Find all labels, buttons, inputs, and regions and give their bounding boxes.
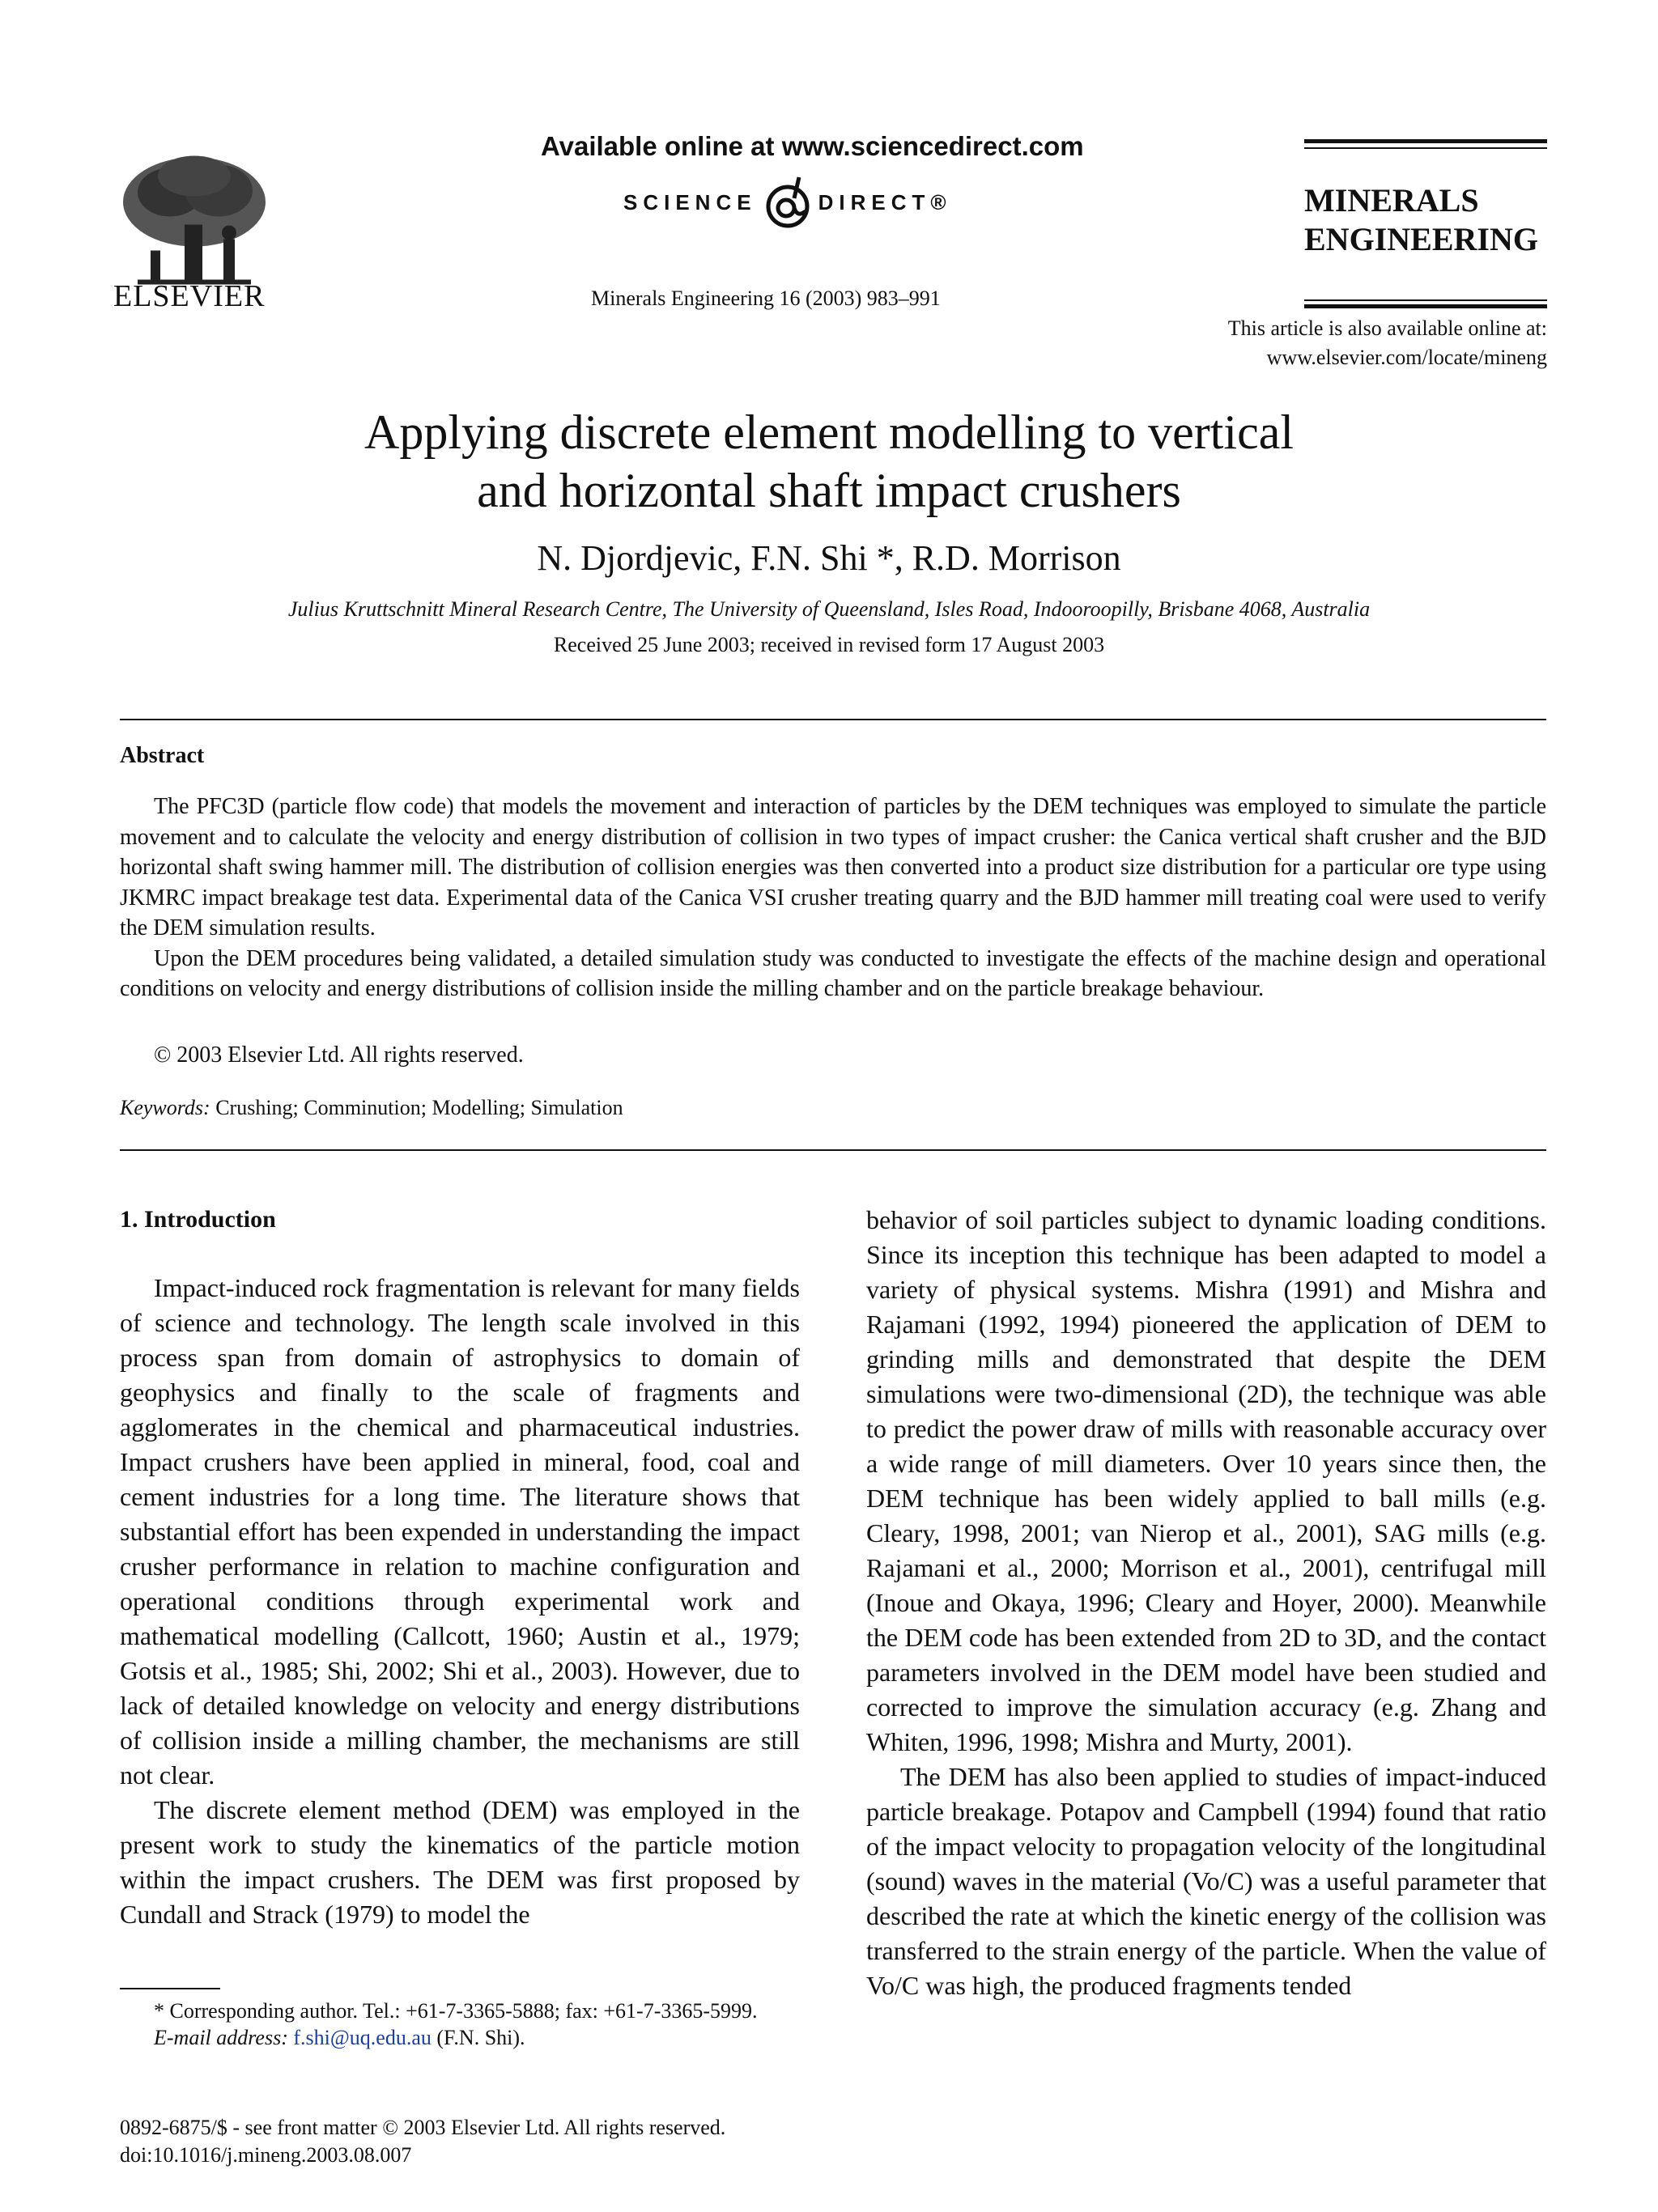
- section-heading: 1. Introduction: [120, 1206, 276, 1233]
- journal-rule-top: [1304, 139, 1547, 143]
- body-paragraph: Impact-induced rock fragmentation is relevant for many fields of science and technology. The length scale involved in this process span from domain of astrophysics to domain of geophysics and finally to the scale of fragments and agglomerates in the chemical and pharmaceutical industries. Impact crushers have been applied in mineral, food, coal and cement industries for a long time. The literature shows that substantial effort has been expended in understanding the impact crusher performance in relation to machine configuration and operational conditions through experimental work and mathematical modelling (Callcott, 1960; Austin et al., 1979; Gotsis et al., 1985; Shi, 2002; Shi et al., 2003). However, due to lack of detailed knowledge on velocity and energy distributions of collision inside a milling chamber, the mechanisms are still not clear.: [120, 1273, 800, 1790]
- email-note: [120, 2024, 800, 2051]
- corresponding-author-note: * Corresponding author. Tel.: +61-7-3365-5888; fax: +61-7-3365-5999.: [154, 1999, 758, 2023]
- right-column: [866, 1203, 1546, 2003]
- also-available-url[interactable]: www.elsevier.com/locate/mineng: [1266, 346, 1547, 369]
- available-online-text: Available online at www.sciencedirect.com: [541, 131, 1084, 161]
- abstract-text: [120, 792, 1546, 1004]
- footnote-rule: [120, 1988, 220, 1989]
- journal-rule-top-thin: [1304, 147, 1547, 149]
- keywords-label: Keywords:: [120, 1096, 210, 1119]
- at-symbol-icon: [762, 174, 814, 231]
- abstract-rule-top: [120, 719, 1546, 720]
- article-title: [0, 403, 1658, 520]
- keywords: [120, 1096, 623, 1120]
- journal-name: [1304, 181, 1547, 259]
- title-line1: Applying discrete element modelling to vertical: [364, 405, 1294, 459]
- title-line2: and horizontal shaft impact crushers: [477, 464, 1181, 517]
- body-paragraph: behavior of soil particles subject to dynamic loading conditions. Since its inception this technique has been adapted to model a variety of physical systems. Mishra (1991) and Mishra and Rajamani (1992, 1994) pioneered the application of DEM to grinding mills and demonstrated that despite the DEM simulations were two-dimensional (2D), the technique was able to predict the power draw of mills with reasonable accuracy over a wide range of mill diameters. Over 10 years since then, the DEM technique has been widely applied to ball mills (e.g. Cleary, 1998, 2001; van Nierop et al., 2001), SAG mills (e.g. Rajamani et al., 2000; Morrison et al., 2001), centrifugal mill (Inoue and Okaya, 1996; Cleary and Hoyer, 2000). Meanwhile the DEM code has been extended from 2D to 3D, and the contact parameters involved in the DEM model have been studied and corrected to improve the simulation accuracy (e.g. Zhang and Whiten, 1996, 1998; Mishra and Murty, 2001).: [866, 1205, 1546, 1756]
- sd-logo-right: DIRECT®: [818, 189, 952, 214]
- author-list: N. Djordjevic, F.N. Shi *, R.D. Morrison: [537, 538, 1121, 578]
- received-dates: Received 25 June 2003; received in revised form 17 August 2003: [553, 633, 1105, 656]
- email-link[interactable]: f.shi@uq.edu.au: [293, 2026, 432, 2049]
- body-paragraph: The DEM has also been applied to studies of impact-induced particle breakage. Potapov and Campbell (1994) found that ratio of the impact velocity to propagation velocity of the longitudinal (sound) waves in the material (Vo/C) was a useful parameter that described the rate at which the kinetic energy of the collision was transferred to the strain energy of the particle. When the value of Vo/C was high, the produced fragments tended: [866, 1762, 1546, 2000]
- left-column: [120, 1271, 800, 1932]
- abstract-heading: Abstract: [120, 743, 205, 768]
- journal-name-line1: MINERALS: [1304, 182, 1479, 219]
- email-suffix: (F.N. Shi).: [436, 2026, 525, 2049]
- journal-rule-bottom-thin: [1304, 299, 1547, 301]
- abstract-copyright: © 2003 Elsevier Ltd. All rights reserved.: [154, 1042, 524, 1068]
- abstract-rule-bottom: [120, 1149, 1546, 1151]
- abstract-paragraph: The PFC3D (particle flow code) that models the movement and interaction of particles by the DEM techniques was employed to simulate the particle movement and to calculate the velocity and energy distribution of collision in two types of impact crusher: the Canica vertical shaft crusher and the BJD horizontal shaft swing hammer mill. The distribution of collision energies was then converted into a product size distribution for a particular ore type using JKMRC impact breakage test data. Experimental data of the Canica VSI crusher treating quarry and the BJD hammer mill treating coal were used to verify the DEM simulation results.: [120, 794, 1546, 940]
- affiliation: Julius Kruttschnitt Mineral Research Centre, The University of Queensland, Isles Road, Indooroopilly, Brisbane 4068, Australia: [287, 597, 1371, 621]
- issn-line: 0892-6875/$ - see front matter © 2003 Elsevier Ltd. All rights reserved.: [120, 2116, 726, 2139]
- email-label: E-mail address:: [154, 2026, 288, 2049]
- sd-logo-left: SCIENCE: [623, 189, 757, 214]
- journal-rule-bottom: [1304, 304, 1547, 308]
- journal-citation: Minerals Engineering 16 (2003) 983–991: [591, 287, 941, 310]
- journal-name-line2: ENGINEERING: [1304, 221, 1538, 257]
- body-paragraph: The discrete element method (DEM) was employed in the present work to study the kinematics of the particle motion within the impact crushers. The DEM was first proposed by Cundall and Strack (1979) to model the: [120, 1795, 800, 1929]
- footnote: [120, 1998, 800, 2051]
- doi-line[interactable]: doi:10.1016/j.mineng.2003.08.007: [120, 2143, 412, 2167]
- front-matter-footer: [120, 2114, 725, 2169]
- keywords-list: Crushing; Comminution; Modelling; Simulation: [215, 1096, 623, 1119]
- abstract-paragraph: Upon the DEM procedures being validated, a detailed simulation study was conducted to investigate the effects of the machine design and operational conditions on velocity and energy distributions of collision inside the milling chamber and on the particle breakage behaviour.: [120, 945, 1546, 1001]
- also-available-line1: This article is also available online at:: [1227, 316, 1547, 340]
- also-available-note: [1228, 314, 1547, 372]
- publisher-name: ELSEVIER: [113, 279, 266, 313]
- sciencedirect-logo: [623, 170, 952, 235]
